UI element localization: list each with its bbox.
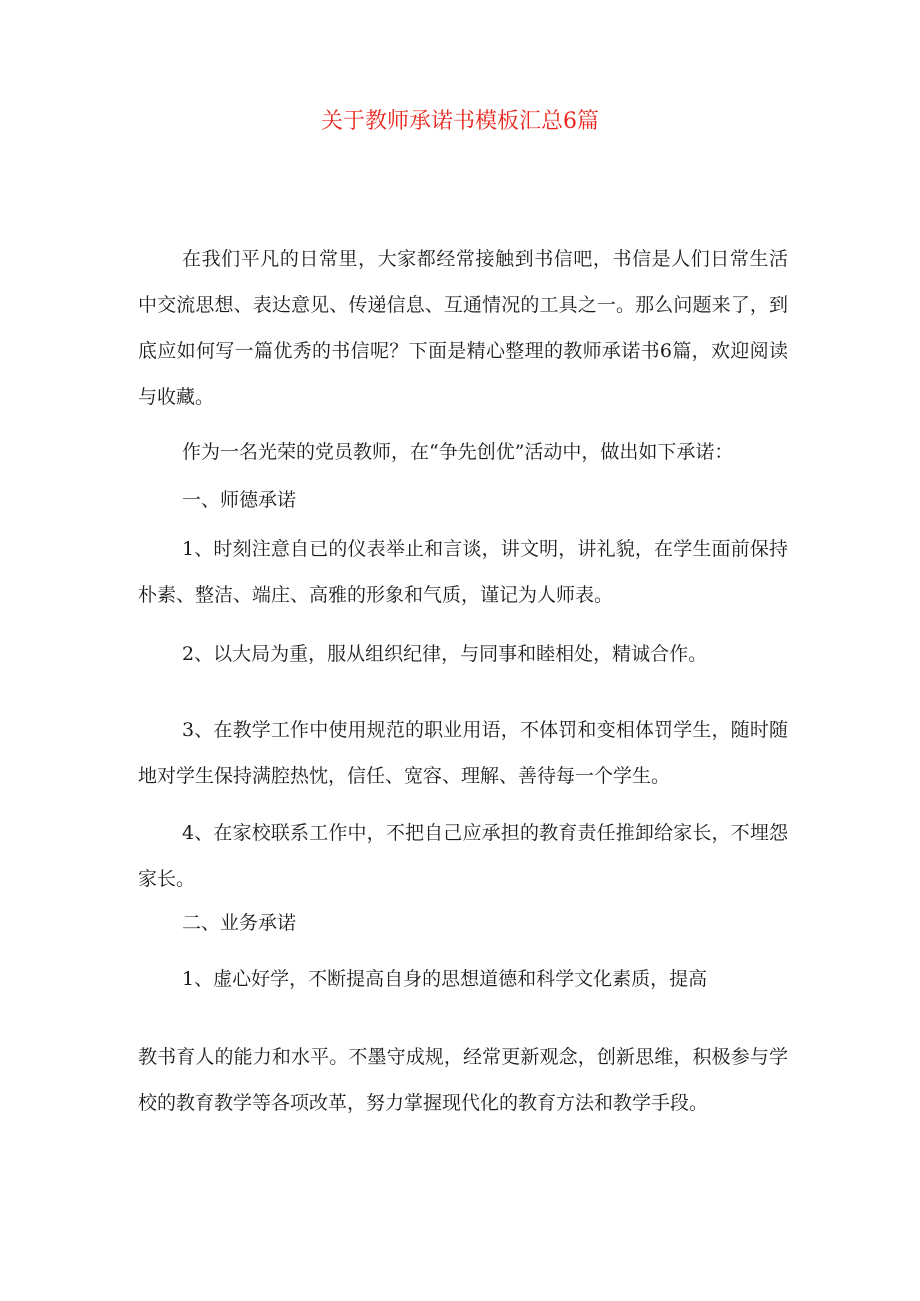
ethics-item-2: 2、以大局为重，服从组织纪律，与同事和睦相处，精诚合作。 (182, 643, 708, 665)
document-title: 关于教师承诺书模板汇总6篇 (321, 109, 599, 134)
ethics-item-1: 1、时刻注意自已的仪表举止和言谈，讲文明，讲礼貌，在学生面前保持朴素、整洁、端庄、高雅的形象和气质，谨记为人师表。 (138, 538, 788, 606)
intro-paragraph: 在我们平凡的日常里，大家都经常接触到书信吧，书信是人们日常生活中交流思想、表达意见、传递信息、互通情况的工具之一。那么问题来了，到底应如何写一篇优秀的书信呢？下面是精心整理的教师承诺书6篇，欢迎阅读与收藏。 (138, 248, 788, 408)
ethics-item-4: 4、在家校联系工作中，不把自己应承担的教育责任推卸给家长，不埋怨家长。 (138, 822, 788, 890)
ethics-item-3: 3、在教学工作中使用规范的职业用语，不体罚和变相体罚学生，随时随地对学生保持满腔热忱，信任、宽容、理解、善待每一个学生。 (138, 719, 788, 787)
work-item-1-start: 1、虚心好学，不断提高自身的思想道德和科学文化素质，提高 (182, 968, 708, 990)
section-heading-ethics: 一、师德承诺 (182, 489, 297, 511)
section-heading-work: 二、业务承诺 (182, 912, 297, 934)
work-item-1-continued: 教书育人的能力和水平。不墨守成规，经常更新观念，创新思维，积极参与学校的教育教学等各项改革，努力掌握现代化的教育方法和教学手段。 (138, 1046, 788, 1114)
pledge-intro-paragraph: 作为一名光荣的党员教师，在“争先创优”活动中，做出如下承诺： (182, 441, 734, 463)
